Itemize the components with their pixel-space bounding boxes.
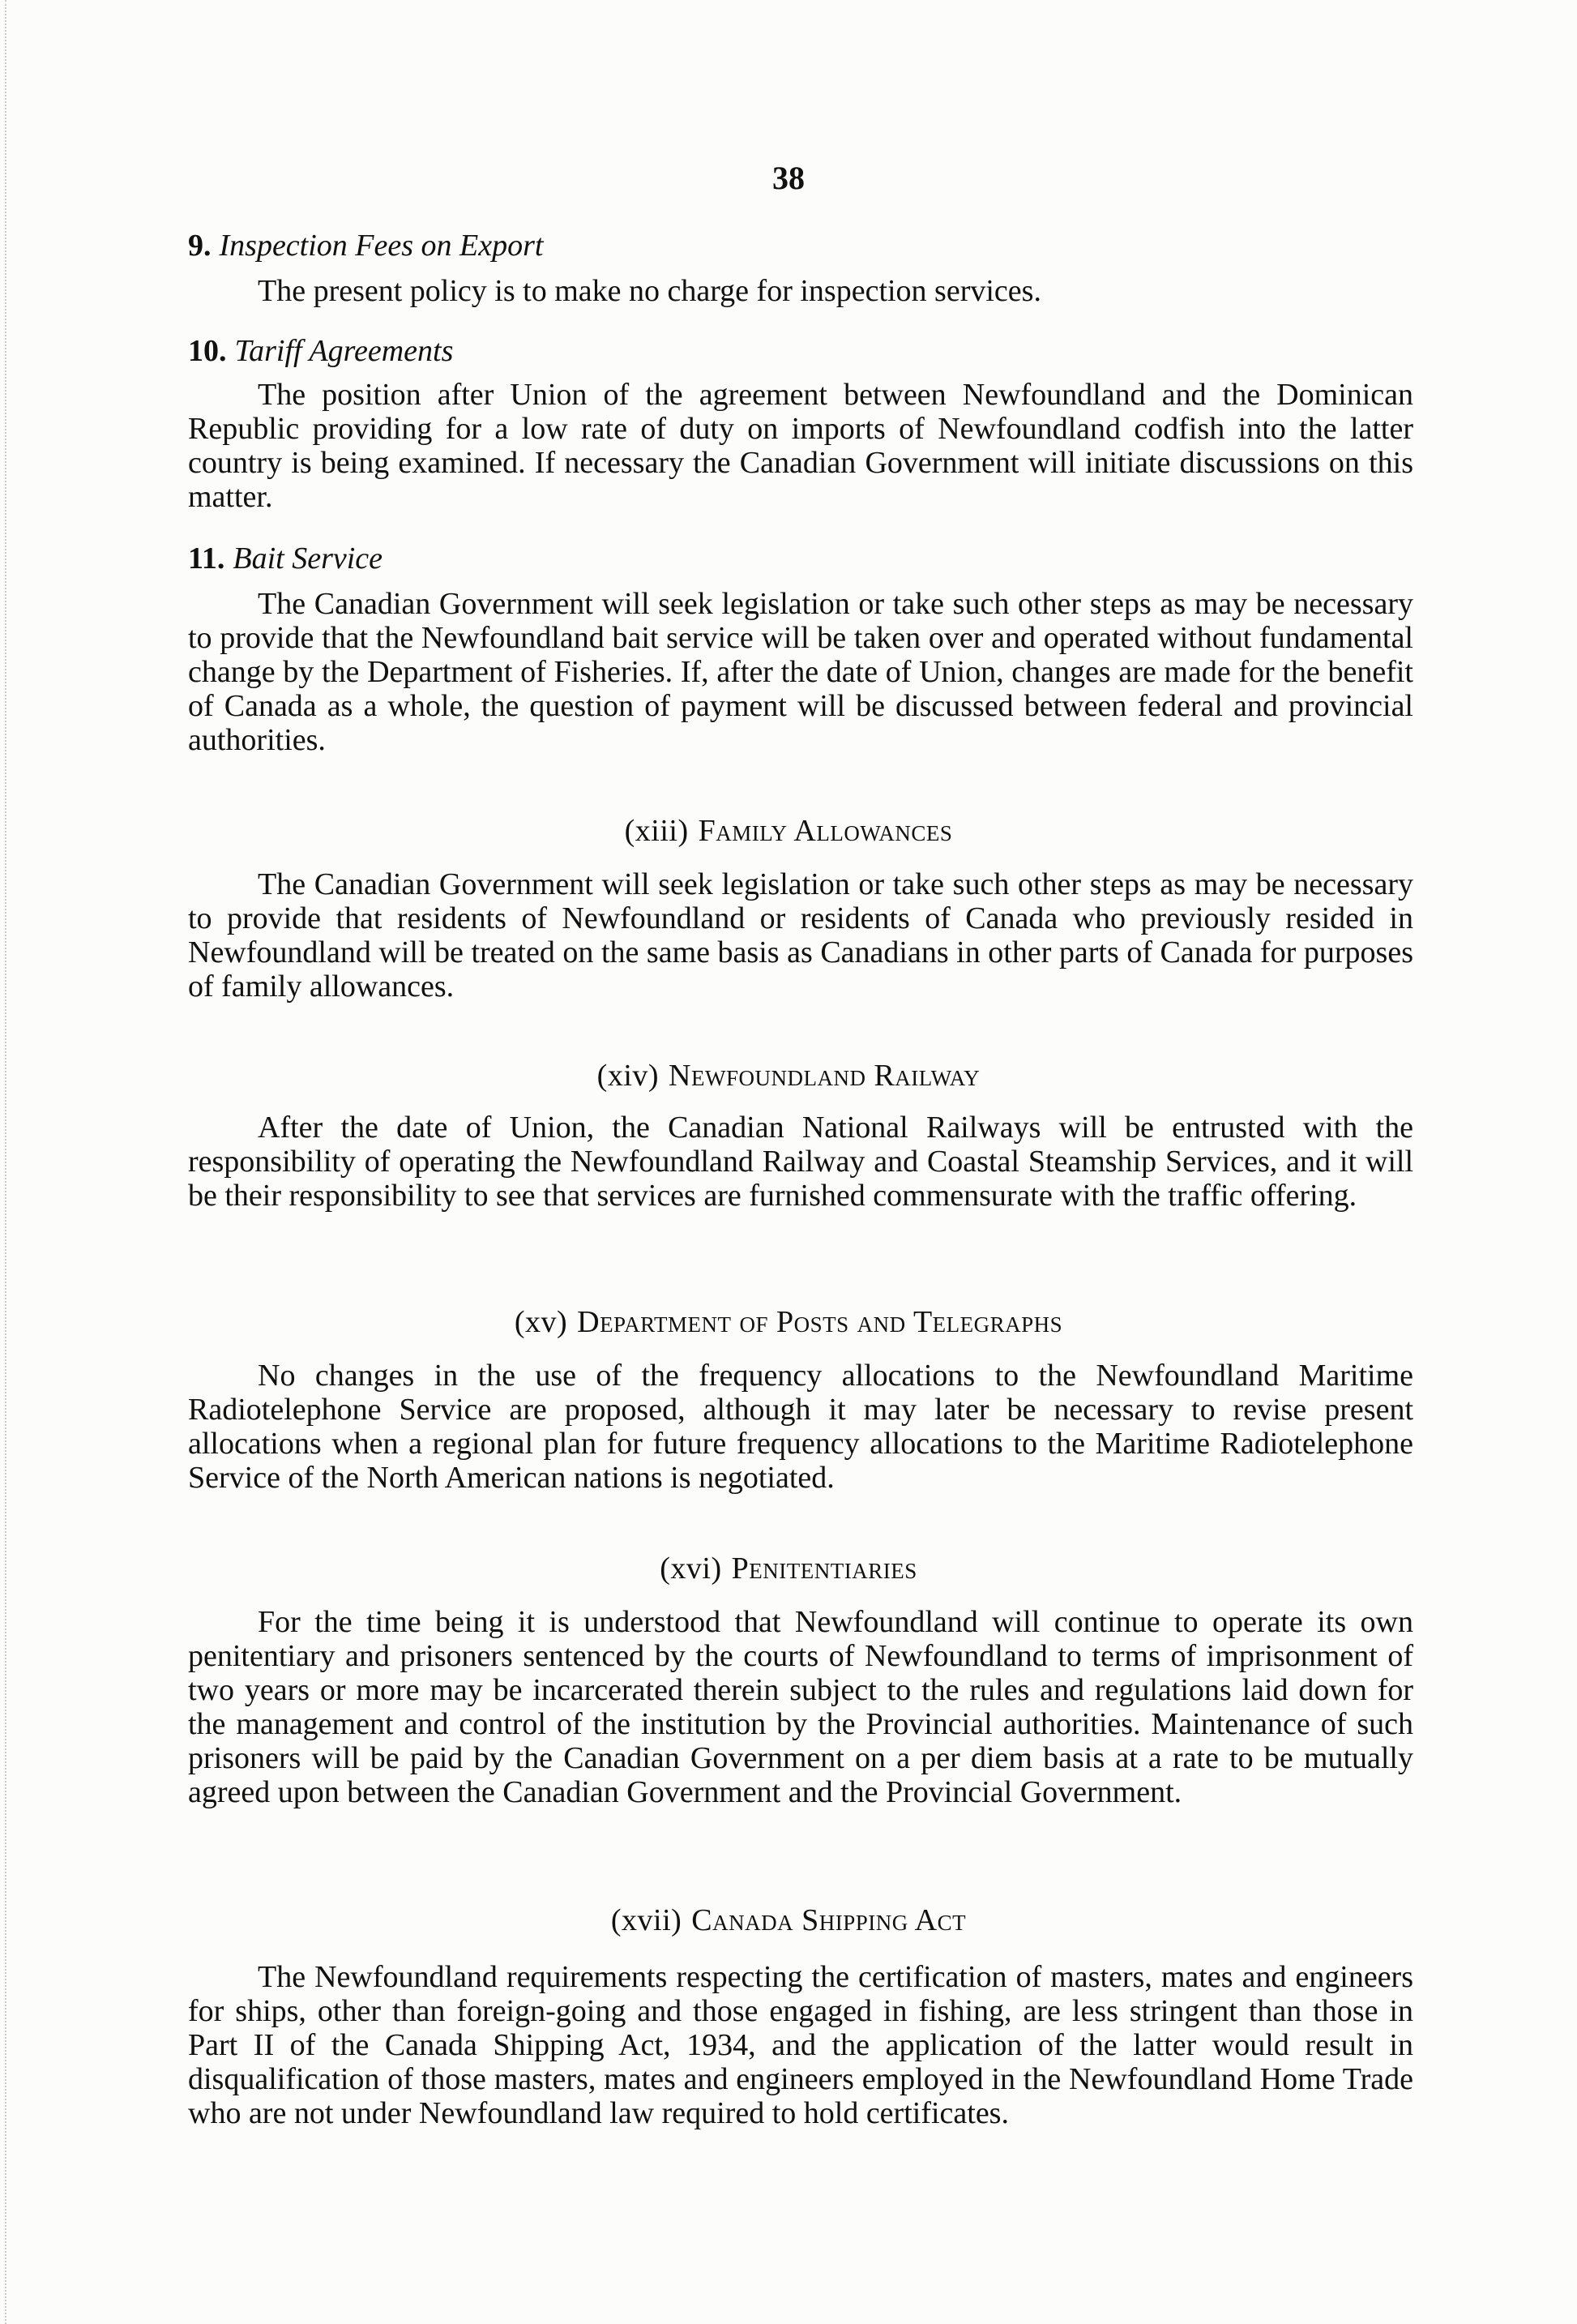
heading-xiii-title: Family Allowances (698, 814, 953, 848)
posts-and-telegraphs-body (188, 1359, 1413, 1495)
heading-xiii-numeral: (xiii) (624, 814, 689, 848)
canada-shipping-act-paragraph: The Newfoundland requirements respecting the certification of masters, mates and engineers for ships, other than foreign-going and those engaged in fishing, are less stringent than those in Part II of the Canada Shipping Act, 1934, and the application of the latter would result in disqualification of those masters, mates and engineers employed in the Newfoundland Home Trade who are not under Newfoundland law required to hold certificates. (188, 1960, 1413, 2130)
section-11-paragraph: The Canadian Government will seek legislation or take such other steps as may be necessary to provide that the Newfoundland bait service will be taken over and operated without fundamental change by the Department of Fisheries. If, after the date of Union, changes are made for the benefit of Canada as a whole, the question of payment will be discussed between federal and provincial authorities. (188, 587, 1413, 757)
page-number: 38 (772, 160, 805, 196)
section-9-heading (188, 229, 1413, 263)
heading-newfoundland-railway (0, 1059, 1577, 1093)
posts-and-telegraphs-paragraph: No changes in the use of the frequency allocations to the Newfoundland Maritime Radiotelephone Service are proposed, although it may later be necessary to revise present allocations when a regional plan for future frequency allocations to the Maritime Radiotelephone Service of the North American nations is negotiated. (188, 1359, 1413, 1495)
penitentiaries-body (188, 1605, 1413, 1809)
heading-xvii-numeral: (xvii) (610, 1903, 682, 1937)
section-11-number: 11. (188, 541, 225, 576)
scan-margin-marks (5, 0, 10, 2324)
section-10-heading (188, 334, 1413, 368)
section-9-body (188, 274, 1413, 308)
heading-xv-title: Department of Posts and Telegraphs (577, 1305, 1063, 1339)
heading-xiv-title: Newfoundland Railway (669, 1059, 981, 1093)
heading-xvi-title: Penitentiaries (731, 1551, 917, 1586)
section-10-title: Tariff Agreements (234, 334, 454, 368)
penitentiaries-paragraph: For the time being it is understood that Newfoundland will continue to operate its own penitentiary and prisoners sentenced by the courts of Newfoundland to terms of imprisonment of two years or more may be incarcerated therein subject to the rules and regulations laid down for the management and control of the institution by the Provincial authorities. Maintenance of such prisoners will be paid by the Canadian Government on a per diem basis at a rate to be mutually agreed upon between the Canadian Government and the Provincial Government. (188, 1605, 1413, 1809)
heading-xv-numeral: (xv) (514, 1305, 568, 1339)
section-9-paragraph: The present policy is to make no charge for inspection services. (258, 274, 1041, 308)
newfoundland-railway-body (188, 1111, 1413, 1213)
section-9-title: Inspection Fees on Export (219, 229, 544, 263)
heading-penitentiaries (0, 1551, 1577, 1586)
heading-xvii-title: Canada Shipping Act (691, 1903, 967, 1937)
heading-posts-and-telegraphs (0, 1305, 1577, 1339)
family-allowances-paragraph: The Canadian Government will seek legislation or take such other steps as may be necessary to provide that residents of Newfoundland or residents of Canada who previously resided in Newfoundland will be treated on the same basis as Canadians in other parts of Canada for purposes of family allowances. (188, 867, 1413, 1004)
section-11-body (188, 587, 1413, 757)
family-allowances-body (188, 867, 1413, 1004)
section-10-paragraph: The position after Union of the agreement between Newfoundland and the Dominican Republic providing for a low rate of duty on imports of Newfoundland codfish into the latter country is being examined. If necessary the Canadian Government will initiate discussions on this matter. (188, 378, 1413, 514)
canada-shipping-act-body (188, 1960, 1413, 2130)
heading-family-allowances (0, 814, 1577, 848)
heading-canada-shipping-act (0, 1903, 1577, 1937)
section-11-title: Bait Service (233, 541, 383, 576)
heading-xvi-numeral: (xvi) (660, 1551, 722, 1586)
newfoundland-railway-paragraph: After the date of Union, the Canadian National Railways will be entrusted with the responsibility of operating the Newfoundland Railway and Coastal Steamship Services, and it will be their responsibility to see that services are furnished commensurate with the traffic offering. (188, 1111, 1413, 1213)
section-11-heading (188, 541, 1413, 576)
section-9-number: 9. (188, 229, 212, 263)
section-10-number: 10. (188, 334, 227, 368)
section-10-body (188, 378, 1413, 514)
heading-xiv-numeral: (xiv) (596, 1059, 660, 1093)
